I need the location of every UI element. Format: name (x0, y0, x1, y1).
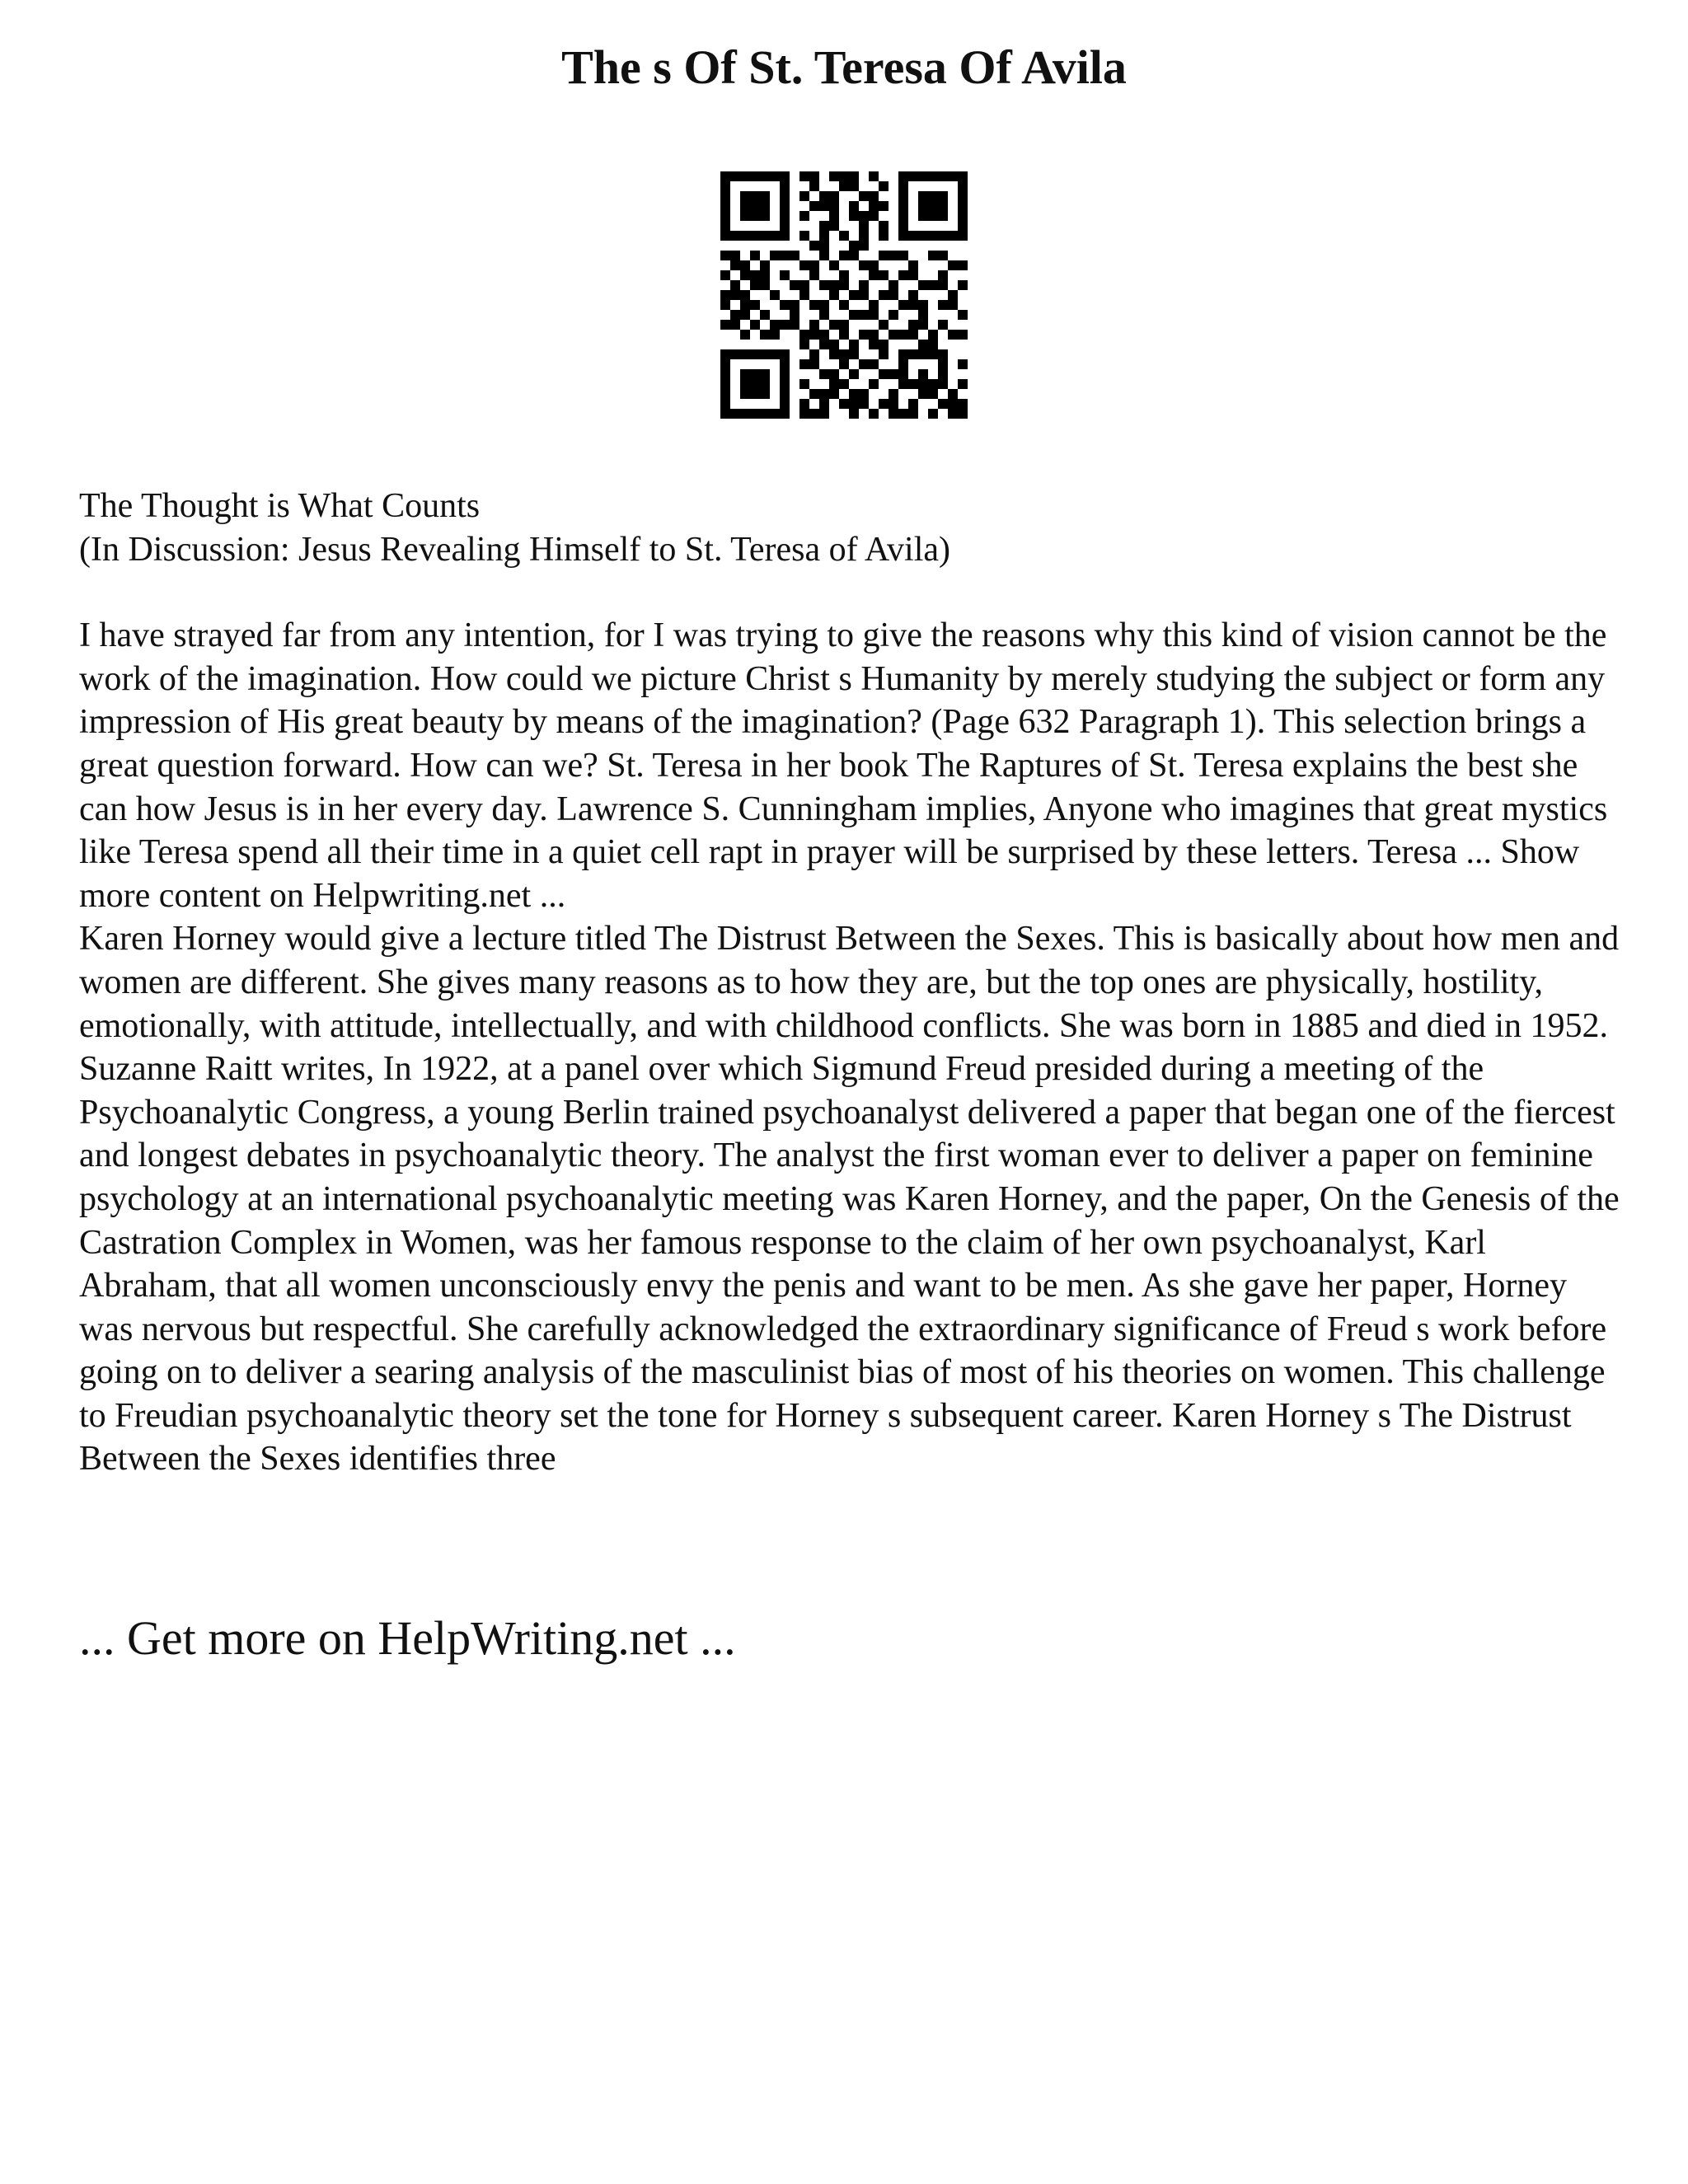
document-title: The s Of St. Teresa Of Avila (561, 40, 1127, 94)
paragraph-1: I have strayed far from any intention, for I was trying to give the reasons why this kind of vision cannot be the work of the imagination. How could we picture Christ s Humanity by merely studying the subject or form any impression of His great beauty by means of the imagination? (Page 632 Paragraph 1). This selection brings a great question forward. How can we? St. Teresa in her book The Raptures of St. Teresa explains the best she can how Jesus is in her every day. Lawrence S. Cunningham implies, Anyone who imagines that great mystics like Teresa spend all their time in a quiet cell rapt in prayer will be surprised by these letters. Teresa ... Show more content on Helpwriting.net ... (79, 616, 1608, 915)
paragraph-spacer (79, 571, 1629, 614)
qr-code-icon (720, 171, 968, 419)
subtitle-line-2: (In Discussion: Jesus Revealing Himself to St. Teresa of Avila) (79, 530, 951, 569)
get-more-link[interactable]: ... Get more on HelpWriting.net ... (79, 1611, 736, 1665)
subtitle-line-1: The Thought is What Counts (79, 487, 481, 525)
document-body (79, 485, 1629, 1481)
paragraph-2: Karen Horney would give a lecture titled The Distrust Between the Sexes. This is basically about how men and women are different. She gives many reasons as to how they are, but the top ones are physically, hostility, emotionally, with attitude, intellectually, and with childhood conflicts. She was born in 1885 and died in 1952. Suzanne Raitt writes, In 1922, at a panel over which Sigmund Freud presided during a meeting of the Psychoanalytic Congress, a young Berlin trained psychoanalyst delivered a paper that began one of the fiercest and longest debates in psychoanalytic theory. The analyst the first woman ever to deliver a paper on feminine psychology at an international psychoanalytic meeting was Karen Horney, and the paper, On the Genesis of the Castration Complex in Women, was her famous response to the claim of her own psychoanalyst, Karl Abraham, that all women unconsciously envy the penis and want to be men. As she gave her paper, Horney was nervous but respectful. She carefully acknowledged the extraordinary significance of Freud s work before going on to deliver a searing analysis of the masculinist bias of most of his theories on women. This challenge to Freudian psychoanalytic theory set the tone for Horney s subsequent career. Karen Horney s The Distrust Between the Sexes identifies three (79, 920, 1620, 1479)
